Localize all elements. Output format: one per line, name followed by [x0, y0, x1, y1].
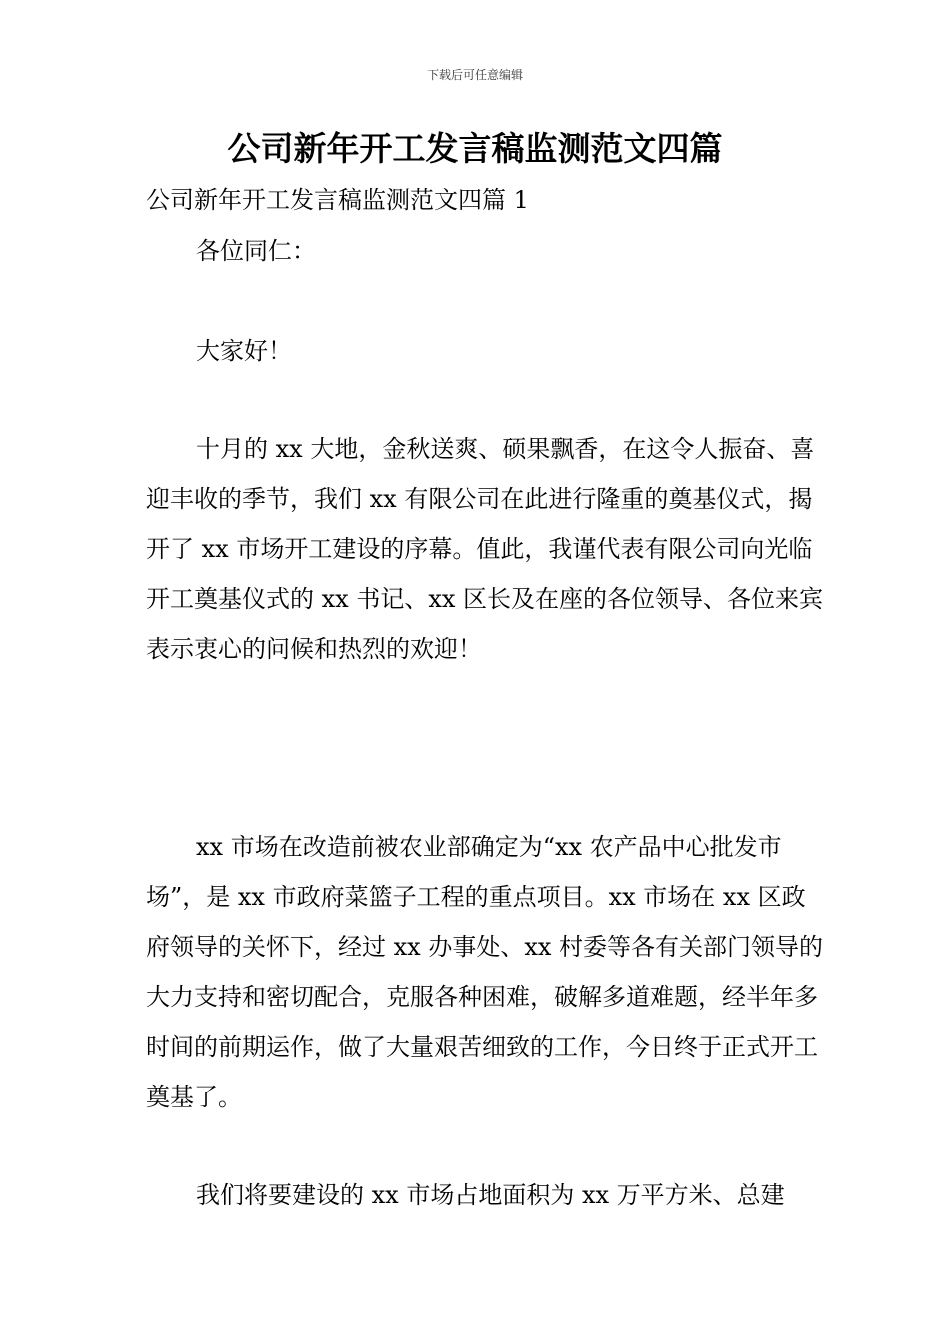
- section-heading: 公司新年开工发言稿监测范文四篇 1: [146, 186, 529, 214]
- header-note: 下载后可任意编辑: [426, 68, 523, 82]
- paragraph-market-background: xx 市场在改造前被农业部确定为“xx 农产品中心批发市场”，是 xx 市政府菜篮子工程的重点项目。xx 市场在 xx 区政府领导的关怀下，经过 xx 办事处、xx 村委等各有关部门领导的大力支持和密切配合，克服各种困难，破解多道难题，经半年多时间的前期运作，做了大量艰苦细致的工作，今日终于正式开工奠基了。: [146, 833, 824, 1111]
- paragraph-greeting: 大家好！: [196, 337, 292, 365]
- document-title: 公司新年开工发言稿监测范文四篇: [227, 129, 723, 168]
- paragraph-salutation: 各位同仁：: [196, 237, 316, 265]
- paragraph-market-plan: 我们将要建设的 xx 市场占地面积为 xx 万平方米、总建: [196, 1181, 785, 1209]
- paragraph-opening: 十月的 xx 大地，金秋送爽、硕果飘香，在这令人振奋、喜迎丰收的季节，我们 xx 有限公司在此进行隆重的奠基仪式，揭开了 xx 市场开工建设的序幕。值此，我谨代表有限公司向光临开工奠基仪式的 xx 书记、xx 区长及在座的各位领导、各位来宾表示衷心的问候和热烈的欢迎！: [146, 435, 824, 663]
